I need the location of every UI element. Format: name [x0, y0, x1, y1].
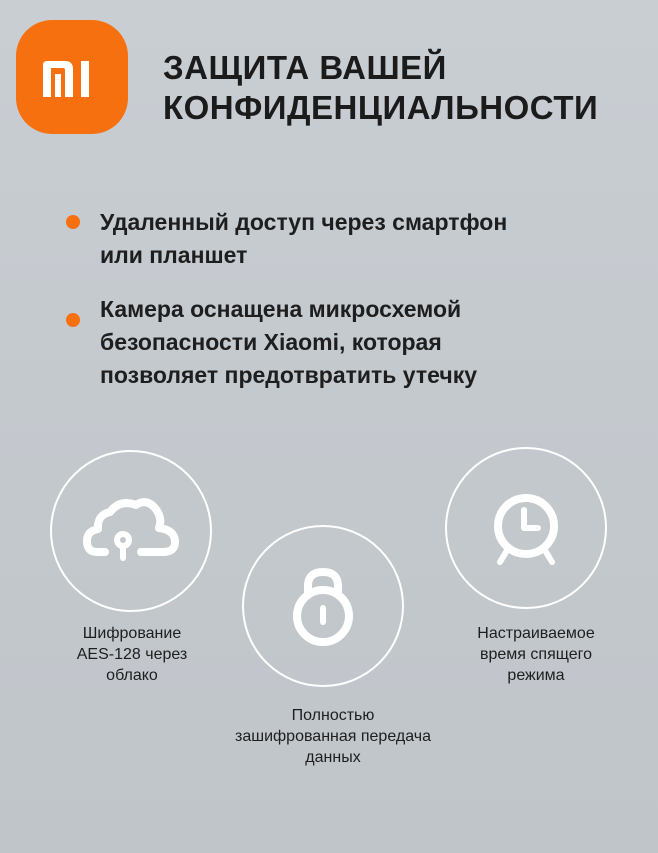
caption-line: Полностью: [291, 707, 375, 724]
bullet-line: позволяет предотвратить утечку: [100, 362, 478, 388]
caption-line: Настраиваемое: [477, 625, 595, 642]
caption-line: данных: [305, 749, 361, 766]
feature-caption-encryption: [2, 623, 262, 686]
page-title: [163, 48, 643, 128]
caption-line: зашифрованная передача: [235, 728, 431, 745]
feature-caption-sleep: [406, 623, 658, 686]
caption-line: время спящего: [480, 646, 592, 663]
bullet-security-chip: [66, 293, 580, 392]
caption-line: режима: [507, 667, 565, 684]
bullet-remote-access: [66, 206, 580, 272]
bullet-line: или планшет: [100, 242, 248, 268]
bullet-dot-icon: [66, 215, 80, 229]
feature-caption-transfer: [203, 705, 463, 768]
bullet-dot-icon: [66, 313, 80, 327]
caption-line: AES-128 через: [76, 646, 188, 663]
padlock-icon: [288, 564, 358, 648]
feature-circle-transfer: [242, 525, 404, 687]
bullet-line: Удаленный доступ через смартфон: [100, 209, 508, 235]
caption-line: облако: [106, 667, 158, 684]
mi-logo-icon: [39, 56, 105, 98]
title-line-1: ЗАЩИТА ВАШЕЙ: [163, 49, 447, 86]
bullet-line: Камера оснащена микросхемой: [100, 296, 462, 322]
caption-line: Шифрование: [82, 625, 182, 642]
feature-circle-sleep: [445, 447, 607, 609]
bullet-text: [100, 293, 580, 392]
bullet-text: [100, 206, 580, 272]
xiaomi-logo: [16, 20, 128, 134]
bullet-line: безопасности Xiaomi, которая: [100, 329, 442, 355]
title-line-2: КОНФИДЕНЦИАЛЬНОСТИ: [163, 89, 599, 126]
feature-circle-encryption: [50, 450, 212, 612]
cloud-lock-icon: [83, 496, 179, 566]
alarm-clock-icon: [486, 488, 566, 568]
